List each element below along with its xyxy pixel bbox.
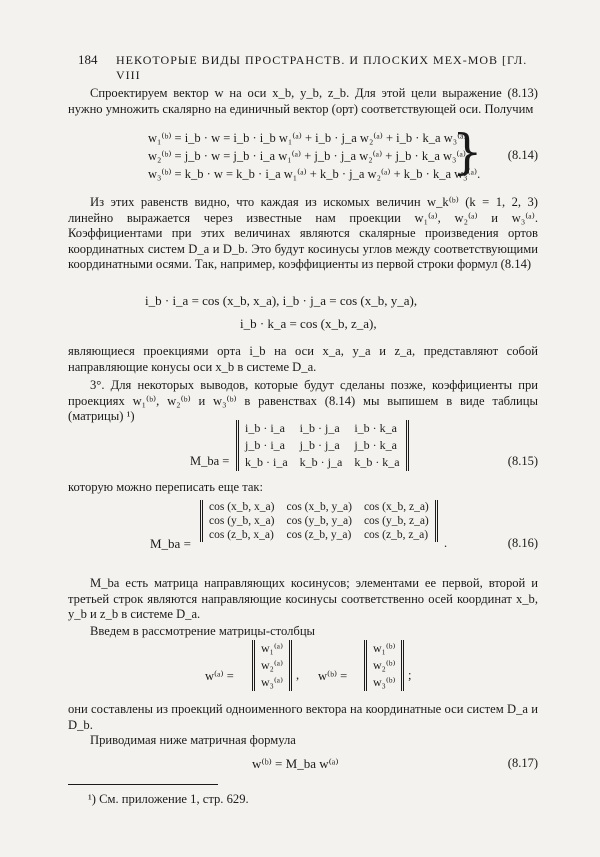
cos-line-1: i_b · i_a = cos (x_b, x_a), i_b · j_a = cos (x_b, y_a), [145,293,418,308]
footnote: ¹) См. приложение 1, стр. 629. [88,792,249,806]
matrix-cell: k_b · k_a [354,455,400,469]
eq815-number: (8.15) [507,454,538,468]
matrix-cell: cos (y_b, y_a) [286,515,352,527]
eq816-trail: . [444,536,448,550]
matrix-cell: cos (x_b, x_a) [209,501,275,513]
matrix-cell: k_b · j_a [299,455,343,469]
eq814-line-3: w₃⁽ᵇ⁾ = k_b · w = k_b · i_a w₁⁽ᵃ⁾ + k_b · j_a w₂⁽ᵃ⁾ + k_b · k_a w₃⁽ᵃ⁾. [148,167,481,181]
matrix-cell: cos (x_b, z_a) [363,501,429,513]
matrix-cell: cos (z_b, y_a) [286,529,352,541]
running-title: НЕКОТОРЫЕ ВИДЫ ПРОСТРАНСТВ. И ПЛОСКИХ МЕХ-МОВ [ГЛ. VIII [116,53,528,82]
matrix-cell: cos (x_b, y_a) [286,501,352,513]
matrix-cell: j_b · i_a [245,438,285,452]
eq817-number: (8.17) [507,756,538,770]
col-a-lhs: w⁽ᵃ⁾ = [205,669,234,683]
paragraph-4: 3°. Для некоторых выводов, которые будут сделаны позже, коэффициенты при проекциях w₁⁽ᵇ⁾, w₂⁽ᵇ⁾ и w₃⁽ᵇ⁾ в равенствах (8.14) мы выпишем в виде таблицы (матрицы) ¹) [68,378,538,424]
matrix-cell: w₃⁽ᵃ⁾ [261,675,284,689]
eq817-formula: w⁽ᵇ⁾ = M_ba w⁽ᵃ⁾ [252,756,339,771]
eq814-line-1: w₁⁽ᵇ⁾ = i_b · w = i_b · i_b w₁⁽ᵃ⁾ + i_b · j_a w₂⁽ᵃ⁾ + i_b · k_a w₃⁽ᵃ⁾, [148,131,470,145]
matrix-cell: w₃⁽ᵇ⁾ [373,675,396,689]
paragraph-6: M_ba есть матрица направляющих косинусов; элементами ее первой, второй и третьей строк являются направляющие косинусы соответственно осей координат x_b, y_b и z_b в системе D_a. [68,576,538,622]
matrix-cell: j_b · k_a [354,438,397,452]
paragraph-5: которую можно переписать еще так: [68,480,264,494]
eq816-matrix [200,500,438,542]
matrix-cell: k_b · i_a [245,455,288,469]
matrix-cell: cos (z_b, z_a) [363,529,429,541]
column-matrix-a [252,640,292,691]
eq815-matrix [236,420,409,471]
right-brace: } [452,124,483,180]
paragraph-8: они составлены из проекций одноименного вектора на координатные оси систем D_a и D_b. [68,702,538,732]
col-trail: ; [408,668,412,682]
column-matrix-b [364,640,404,691]
matrix-cell: w₁⁽ᵇ⁾ [373,641,396,655]
matrix-cell: i_b · k_a [354,421,397,435]
matrix-cell: w₁⁽ᵃ⁾ [261,641,284,655]
matrix-cell: cos (z_b, x_a) [209,529,274,541]
matrix-cell: w₂⁽ᵃ⁾ [261,658,284,672]
eq816-lhs: M_ba = [150,536,191,551]
paragraph-9: Приводимая ниже матричная формула [90,733,296,747]
matrix-cell: i_b · i_a [245,421,285,435]
cos-line-2: i_b · k_a = cos (x_b, z_a), [240,316,377,331]
matrix-cell: i_b · j_a [299,421,340,435]
col-sep: , [296,668,300,682]
matrix-cell: cos (y_b, x_a) [209,515,275,527]
matrix-cell: cos (y_b, z_a) [363,515,429,527]
page-number: 184 [78,52,98,67]
paragraph-1: Спроектируем вектор w на оси x_b, y_b, z_b. Для этой цели выражение (8.13) нужно умножить скалярно на единичный вектор (орт) соответствующей оси. Получим [68,86,538,116]
matrix-cell: j_b · j_a [299,438,340,452]
eq814-number: (8.14) [507,148,538,162]
paragraph-7: Введем в рассмотрение матрицы-столбцы [90,624,316,638]
matrix-cell: w₂⁽ᵇ⁾ [373,658,396,672]
eq814-line-2: w₂⁽ᵇ⁾ = j_b · w = j_b · i_a w₁⁽ᵃ⁾ + j_b · j_a w₂⁽ᵃ⁾ + j_b · k_a w₃⁽ᵃ⁾, [148,149,470,163]
paragraph-3: являющиеся проекциями орта i_b на оси x_a, y_a и z_a, представляют собой направляющие конусы оси x_b в системе D_a. [68,344,538,374]
eq816-number: (8.16) [507,536,538,550]
eq815-lhs: M_ba = [190,454,230,468]
paragraph-2: Из этих равенств видно, что каждая из искомых величин w_k⁽ᵇ⁾ (k = 1, 2, 3) линейно выражается через известные нам проекции w₁⁽ᵃ⁾, w₂⁽ᵃ⁾ и w₃⁽ᵃ⁾. Коэффициентами при этих величинах являются скалярные произведения ортов координатных систем D_a и D_b. Это будут косинусы углов между соответствующими координатными осями. Так, например, коэффициенты из первой строки формул (8.14) [68,195,538,272]
footnote-divider [68,784,218,785]
col-b-lhs: w⁽ᵇ⁾ = [318,669,348,683]
